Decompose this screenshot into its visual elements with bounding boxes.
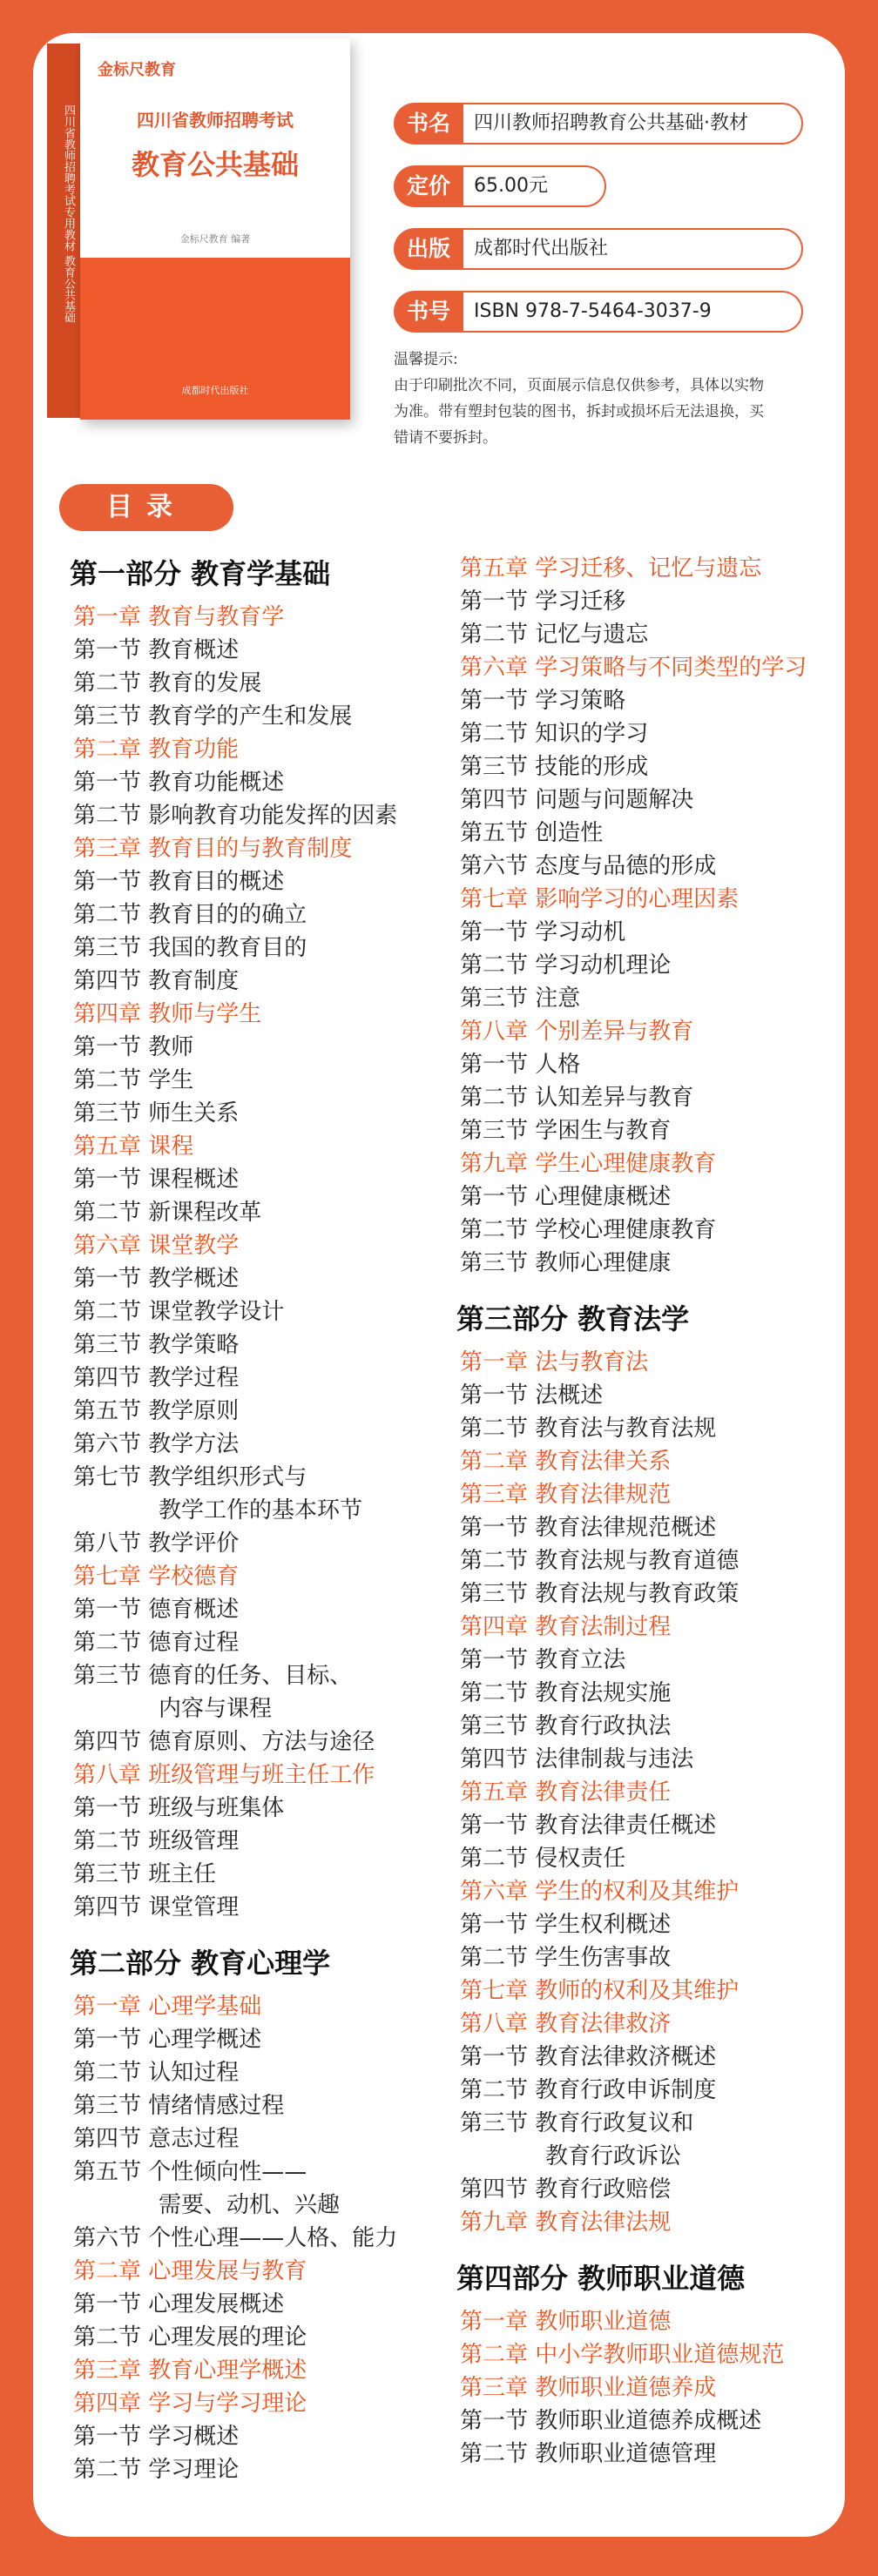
notice-line: 错请不要拆封。 — [394, 429, 497, 447]
toc-section: 第二节 教育法与教育法规 — [460, 1416, 717, 1442]
info-publisher-row — [394, 228, 803, 270]
toc-section: 第四节 教学过程 — [73, 1365, 240, 1391]
toc-section: 第六节 态度与品德的形成 — [460, 853, 717, 879]
toc-section: 第三节 教育法规与教育政策 — [460, 1581, 740, 1607]
book-publisher: 成都时代出版社 — [181, 385, 249, 396]
toc-section: 第二节 新课程改革 — [73, 1200, 262, 1226]
info-label: 出版 — [394, 228, 463, 270]
toc-section: 第六节 个性心理——人格、能力 — [73, 2225, 398, 2251]
toc-section: 第一节 教育法律规范概述 — [460, 1515, 717, 1541]
toc-section: 第一节 教育概述 — [73, 637, 240, 663]
toc-section: 第一节 课程概述 — [73, 1167, 240, 1193]
book-cover-top — [80, 38, 350, 258]
toc-section: 第三节 教育学的产生和发展 — [73, 703, 353, 730]
toc-section: 教学工作的基本环节 — [159, 1497, 363, 1523]
toc-chapter: 第六章 学习策略与不同类型的学习 — [460, 655, 807, 681]
toc-section: 第二节 认知差异与教育 — [460, 1085, 694, 1111]
toc-section: 第三节 教育行政执法 — [460, 1713, 672, 1739]
toc-chapter: 第三章 教育心理学概述 — [73, 2357, 307, 2384]
toc-section: 第五节 创造性 — [460, 820, 604, 846]
toc-chapter: 第八章 班级管理与班主任工作 — [73, 1762, 375, 1788]
toc-chapter: 第七章 教师的权利及其维护 — [460, 1978, 740, 2004]
toc-section: 第三节 我国的教育目的 — [73, 935, 307, 961]
book-spine — [47, 44, 80, 418]
info-label: 书名 — [394, 103, 463, 145]
info-title-row — [394, 103, 803, 145]
notice-line: 为准。带有塑封包装的图书，拆封或损坏后无法退换，买 — [394, 403, 764, 420]
toc-section: 第一节 教育法律责任概述 — [460, 1813, 717, 1839]
toc-section: 第三节 班主任 — [73, 1861, 217, 1887]
toc-section: 第二节 知识的学习 — [460, 721, 649, 747]
toc-section: 第二节 课堂教学设计 — [73, 1299, 285, 1325]
toc-section: 第一节 教育目的概述 — [73, 869, 285, 895]
toc-section: 第二节 学习理论 — [73, 2457, 240, 2483]
toc-section: 第三节 技能的形成 — [460, 754, 649, 780]
toc-section: 第五节 教学原则 — [73, 1398, 240, 1424]
toc-chapter: 第七章 影响学习的心理因素 — [460, 886, 740, 912]
toc-section: 第三节 教师心理健康 — [460, 1250, 672, 1276]
toc-section: 第四节 法律制裁与违法 — [460, 1746, 694, 1772]
notice-line: 温馨提示: — [394, 351, 458, 368]
toc-section: 第二节 心理发展的理论 — [73, 2324, 307, 2351]
toc-section: 第一节 教育法律救济概述 — [460, 2044, 717, 2070]
toc-part: 第四部分 教师职业道德 — [456, 2262, 746, 2295]
toc-part: 第一部分 教育学基础 — [70, 557, 331, 590]
toc-chapter: 第四章 教师与学生 — [73, 1001, 262, 1027]
toc-chapter: 第六章 学生的权利及其维护 — [460, 1879, 740, 1905]
toc-section: 第七节 教学组织形式与 — [73, 1464, 307, 1490]
toc-section: 第二节 学校心理健康教育 — [460, 1217, 717, 1243]
toc-title: 目录 — [59, 484, 233, 531]
toc-section: 第四节 德育原则、方法与途径 — [73, 1729, 375, 1755]
toc-section: 第三节 注意 — [460, 985, 581, 1012]
toc-section: 第二节 学习动机理论 — [460, 952, 672, 979]
toc-chapter: 第五章 教育法律责任 — [460, 1779, 672, 1806]
spine-text: 四川省教师招聘考试专用教材 教育公共基础 — [62, 104, 75, 324]
toc-section: 第四节 问题与问题解决 — [460, 787, 694, 813]
toc-section: 第一节 心理健康概述 — [460, 1184, 672, 1210]
toc-chapter: 第七章 学校德育 — [73, 1564, 240, 1590]
toc-chapter: 第八章 个别差异与教育 — [460, 1019, 694, 1045]
toc-section: 第一节 心理发展概述 — [73, 2291, 285, 2317]
toc-section: 第二节 德育过程 — [73, 1630, 240, 1656]
toc-section: 需要、动机、兴趣 — [159, 2192, 341, 2218]
toc-section: 第二节 侵权责任 — [460, 1846, 626, 1872]
toc-section: 第三节 师生关系 — [73, 1100, 240, 1127]
toc-chapter: 第九章 学生心理健康教育 — [460, 1151, 717, 1177]
toc-part: 第三部分 教育法学 — [456, 1302, 690, 1335]
toc-section: 第一节 教育功能概述 — [73, 770, 285, 796]
toc-section: 第一节 学习动机 — [460, 919, 626, 945]
toc-section: 第三节 情绪情感过程 — [73, 2093, 285, 2119]
toc-section: 第二节 教育目的的确立 — [73, 902, 307, 928]
toc-section: 第二节 记忆与遗忘 — [460, 622, 649, 648]
toc-chapter: 第三章 教师职业道德养成 — [460, 2375, 717, 2401]
book-series: 四川省教师招聘考试 — [137, 110, 294, 131]
toc-section: 第四节 课堂管理 — [73, 1894, 240, 1920]
info-value: 成都时代出版社 — [463, 228, 803, 270]
toc-section: 第一节 人格 — [460, 1052, 581, 1078]
notice — [394, 346, 812, 451]
toc-section: 第六节 教学方法 — [73, 1431, 240, 1457]
toc-section: 第四节 教育制度 — [73, 968, 240, 994]
toc-section: 第三节 教育行政复议和 — [460, 2110, 694, 2136]
toc-section: 第一节 教学概述 — [73, 1266, 240, 1292]
book-title: 教育公共基础 — [131, 148, 299, 181]
toc-chapter: 第二章 中小学教师职业道德规范 — [460, 2342, 785, 2368]
toc-section: 第二节 认知过程 — [73, 2060, 240, 2086]
toc-section: 第二节 教育法规与教育道德 — [460, 1548, 740, 1574]
toc-section: 第一节 教师职业道德养成概述 — [460, 2408, 762, 2434]
toc-chapter: 第四章 教育法制过程 — [460, 1614, 672, 1640]
toc-section: 第三节 教学策略 — [73, 1332, 240, 1358]
toc-chapter: 第二章 心理发展与教育 — [73, 2258, 307, 2284]
info-label: 定价 — [394, 165, 463, 207]
toc-chapter: 第二章 教育功能 — [73, 736, 240, 763]
toc-chapter: 第二章 教育法律关系 — [460, 1449, 672, 1475]
toc-section: 第二节 教师职业道德管理 — [460, 2441, 717, 2467]
toc-section: 第一节 学习策略 — [460, 688, 626, 714]
toc-chapter: 第五章 课程 — [73, 1133, 194, 1160]
toc-section: 第一节 法概述 — [460, 1382, 604, 1409]
toc-chapter: 第一章 法与教育法 — [460, 1349, 649, 1375]
toc-chapter: 第一章 心理学基础 — [73, 1994, 262, 2020]
toc-section: 第一节 学习概述 — [73, 2424, 240, 2450]
toc-section: 第二节 学生 — [73, 1067, 194, 1093]
book-cover — [80, 38, 350, 420]
toc-section: 第一节 德育概述 — [73, 1597, 240, 1623]
toc-section: 第一节 班级与班集体 — [73, 1795, 285, 1821]
toc-section: 教育行政诉讼 — [545, 2143, 682, 2169]
toc-chapter: 第一章 教育与教育学 — [73, 604, 285, 630]
toc-section: 第四节 教育行政赔偿 — [460, 2176, 672, 2203]
toc-section: 第二节 学生伤害事故 — [460, 1945, 672, 1971]
toc-section: 第一节 教育立法 — [460, 1647, 626, 1673]
toc-section: 第四节 意志过程 — [73, 2126, 240, 2152]
toc-section: 内容与课程 — [159, 1696, 273, 1722]
info-value: ISBN 978-7-5464-3037-9 — [463, 291, 803, 333]
toc-chapter: 第一章 教师职业道德 — [460, 2309, 672, 2335]
toc-section: 第八节 教学评价 — [73, 1530, 240, 1557]
toc-chapter: 第四章 学习与学习理论 — [73, 2391, 307, 2417]
toc-chapter: 第三章 教育目的与教育制度 — [73, 836, 353, 862]
toc-chapter: 第六章 课堂教学 — [73, 1233, 240, 1259]
toc-section: 第二节 影响教育功能发挥的因素 — [73, 803, 398, 829]
info-value: 65.00元 — [463, 165, 606, 207]
toc-section: 第一节 学习迁移 — [460, 589, 626, 615]
toc-section: 第二节 班级管理 — [73, 1828, 240, 1854]
book-brand-logo: 金标尺教育 — [98, 61, 176, 79]
toc-section: 第五节 个性倾向性—— — [73, 2159, 307, 2185]
notice-line: 由于印刷批次不同，页面展示信息仅供参考，具体以实物 — [394, 377, 764, 394]
toc-chapter: 第三章 教育法律规范 — [460, 1482, 672, 1508]
toc-chapter: 第九章 教育法律法规 — [460, 2209, 672, 2236]
toc-section: 第一节 教师 — [73, 1034, 194, 1060]
toc-part: 第二部分 教育心理学 — [70, 1947, 331, 1980]
toc-section: 第二节 教育行政申诉制度 — [460, 2077, 717, 2103]
toc-section: 第一节 学生权利概述 — [460, 1912, 672, 1938]
book-editor: 金标尺教育 编著 — [179, 233, 251, 245]
toc-section: 第三节 德育的任务、目标、 — [73, 1663, 353, 1689]
toc-section: 第二节 教育的发展 — [73, 670, 262, 696]
toc-chapter: 第八章 教育法律救济 — [460, 2011, 672, 2037]
info-price-row — [394, 165, 606, 207]
toc-section: 第一节 心理学概述 — [73, 2027, 262, 2053]
info-label: 书号 — [394, 291, 463, 333]
toc-section: 第三节 学困生与教育 — [460, 1118, 672, 1144]
info-value: 四川教师招聘教育公共基础·教材 — [463, 103, 803, 145]
toc-chapter: 第五章 学习迁移、记忆与遗忘 — [460, 555, 762, 582]
toc-section: 第二节 教育法规实施 — [460, 1680, 672, 1706]
info-isbn-row — [394, 291, 803, 333]
